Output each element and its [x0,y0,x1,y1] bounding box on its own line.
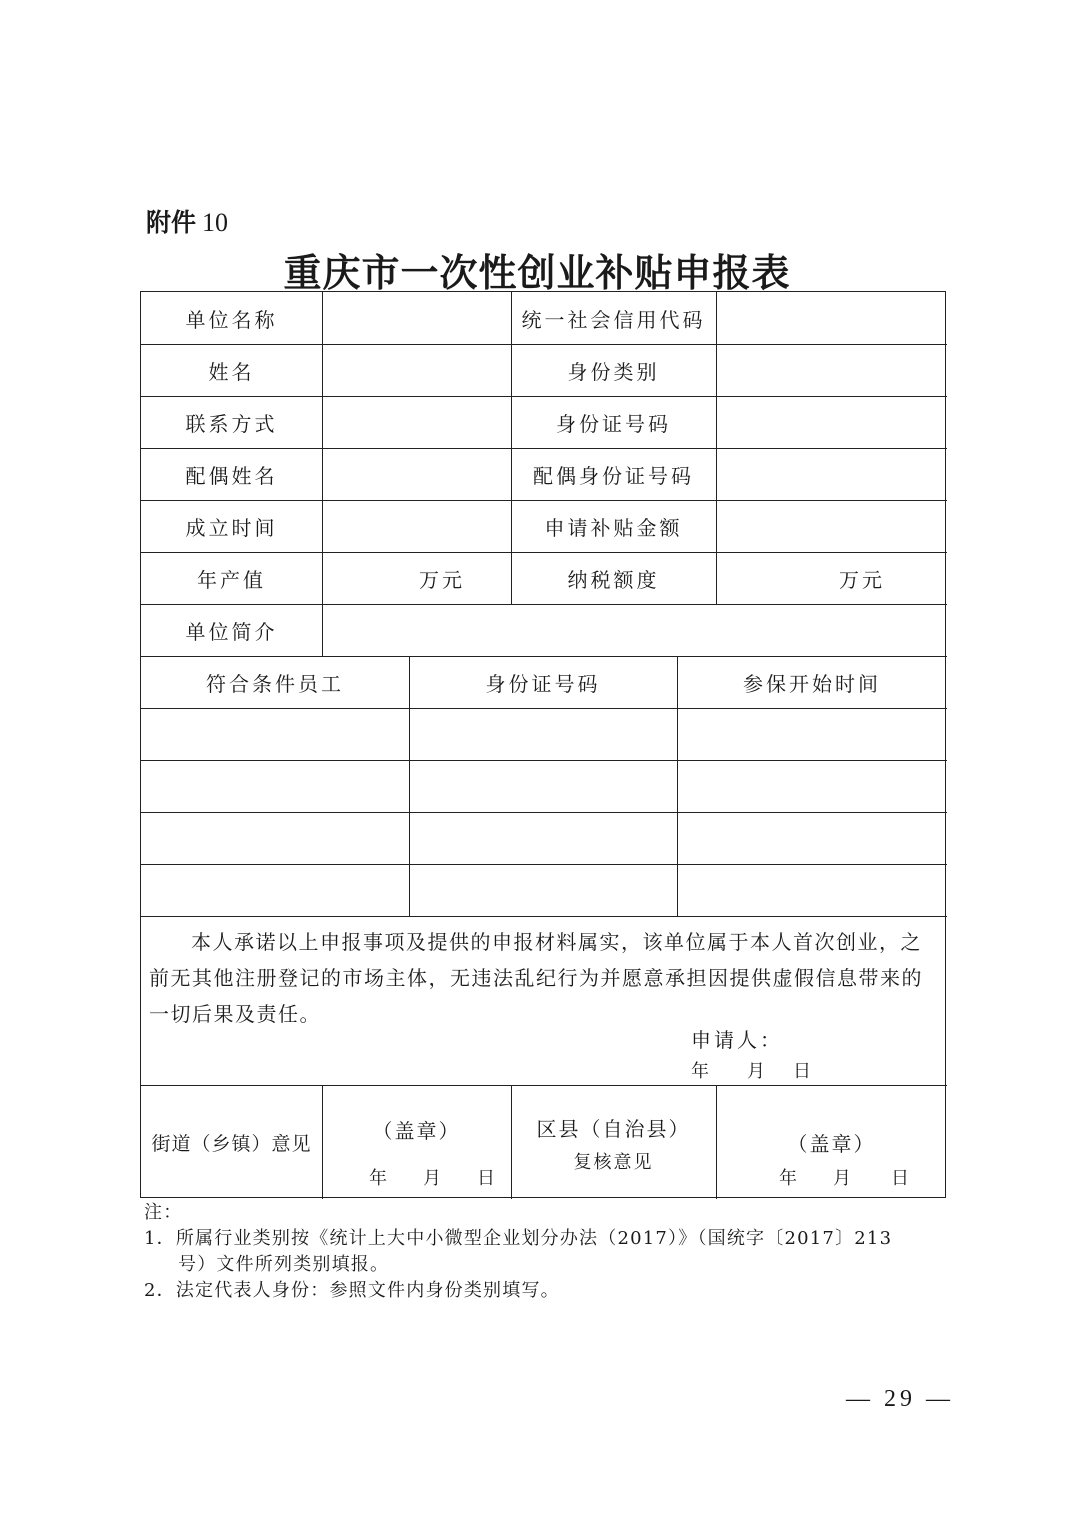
label-identity-type: 身份类别 [567,359,660,384]
annual-output-unit: 万元 [419,567,465,592]
unit-intro-field[interactable] [322,604,947,656]
label-unit-intro: 单位简介 [185,619,278,644]
employee-id-cell[interactable] [409,760,677,812]
label-tax-amount: 纳税额度 [567,567,660,592]
notes [144,1200,946,1304]
employee-name-cell[interactable] [141,812,409,864]
label-established: 成立时间 [185,515,278,540]
district-date-day: 日 [891,1168,909,1189]
employee-table-header-id: 身份证号码 [485,671,601,696]
employee-table-header-insurance: 参保开始时间 [743,671,881,696]
employee-insurance-cell[interactable] [677,708,947,760]
employee-name-cell[interactable] [141,864,409,916]
spouse-name-field[interactable] [322,448,511,500]
district-opinion-sub: 复核意见 [573,1152,654,1173]
note-item: 1．所属行业类别按《统计上大中小微型企业划分办法（2017）》（国统字〔2017〕213 [144,1228,893,1249]
unit-name-field[interactable] [322,292,511,344]
employee-id-cell[interactable] [409,708,677,760]
attachment-text: 附件 [146,208,197,237]
label-unit-name: 单位名称 [185,307,278,332]
employee-name-cell[interactable] [141,708,409,760]
employee-table-header-name: 符合条件员工 [206,671,344,696]
employee-id-cell[interactable] [409,812,677,864]
contact-field[interactable] [322,396,511,448]
annual-output-field[interactable] [322,552,511,604]
employee-insurance-cell[interactable] [677,864,947,916]
street-opinion-label: 街道（乡镇）意见 [151,1132,312,1155]
identity-type-field[interactable] [716,344,947,396]
label-spouse-id: 配偶身份证号码 [533,463,694,488]
tax-amount-field[interactable] [716,552,947,604]
pledge-date [691,1057,811,1083]
pledge-text: 本人承诺以上申报事项及提供的申报材料属实，该单位属于本人首次创业，之前无其他注册登记的市场主体，无违法乱纪行为并愿意承担因提供虚假信息带来的一切后果及责任。 [149,930,923,1026]
applicant-signature-label: 申请人： [691,1028,783,1052]
application-form [140,291,946,1198]
employee-name-cell[interactable] [141,760,409,812]
employee-id-cell[interactable] [409,864,677,916]
label-name: 姓名 [208,359,255,384]
tax-amount-unit: 万元 [839,567,885,592]
label-annual-output: 年产值 [197,567,266,592]
notes-heading: 注： [144,1202,183,1223]
label-spouse-name: 配偶姓名 [185,463,278,488]
pledge-date-year: 年 [691,1061,709,1082]
district-date [779,1164,909,1190]
street-date [369,1164,495,1190]
subsidy-amount-field[interactable] [716,500,947,552]
label-id-number: 身份证号码 [556,411,671,436]
name-field[interactable] [322,344,511,396]
credit-code-field[interactable] [716,292,947,344]
district-date-month: 月 [833,1168,851,1189]
label-subsidy-amount: 申请补贴金额 [544,515,683,540]
employee-insurance-cell[interactable] [677,760,947,812]
street-date-month: 月 [423,1168,441,1189]
note-item: 号）文件所列类别填报。 [178,1254,390,1275]
label-credit-code: 统一社会信用代码 [521,307,706,332]
label-contact: 联系方式 [185,411,278,436]
district-opinion-label: 区县（自治县） [536,1116,691,1141]
attachment-number: 10 [202,208,229,237]
street-date-year: 年 [369,1168,387,1189]
page-title: 重庆市一次性创业补贴申报表 [283,251,791,295]
street-date-day: 日 [477,1168,495,1189]
employee-insurance-cell[interactable] [677,812,947,864]
page-number: — 29 — [846,1386,954,1412]
established-field[interactable] [322,500,511,552]
street-seal: （盖章） [372,1118,461,1143]
pledge-section [141,916,947,1085]
district-date-year: 年 [779,1168,797,1189]
attachment-label [146,203,228,239]
pledge-date-day: 日 [793,1061,811,1082]
spouse-id-field[interactable] [716,448,947,500]
note-item: 2．法定代表人身份：参照文件内身份类别填写。 [144,1280,560,1301]
district-seal: （盖章） [787,1131,876,1156]
id-number-field[interactable] [716,396,947,448]
pledge-date-month: 月 [747,1061,765,1082]
